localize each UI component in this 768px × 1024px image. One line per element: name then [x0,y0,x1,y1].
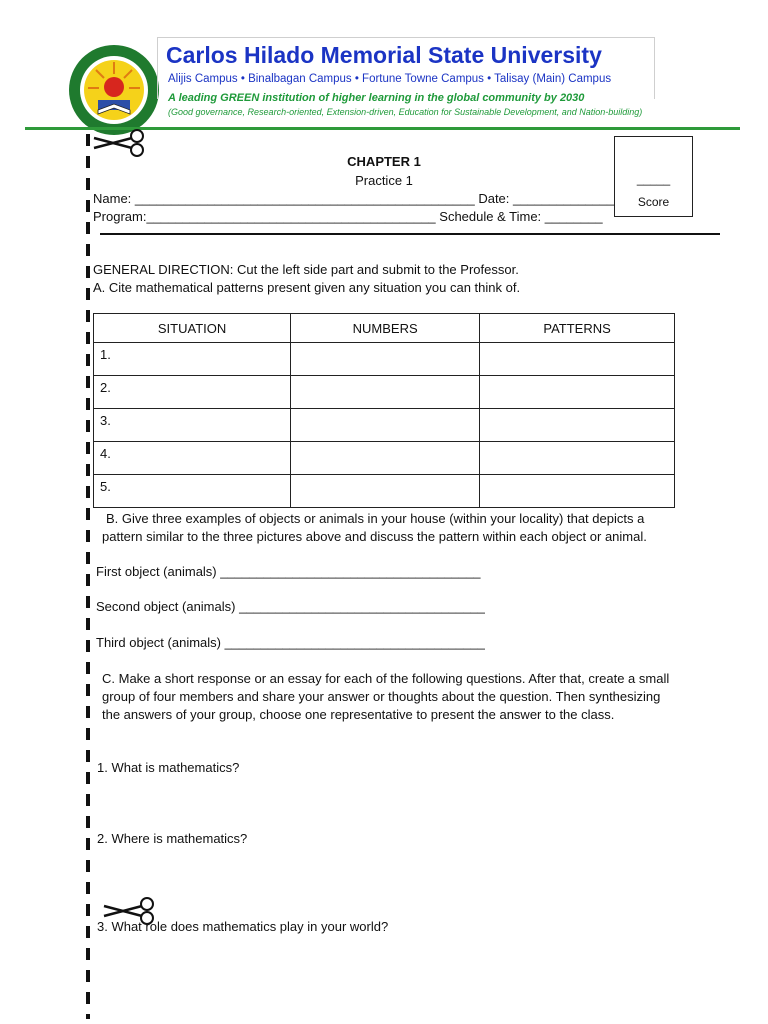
row-number: 5. [94,475,291,508]
patterns-cell [480,442,675,475]
table-header-row [94,314,675,343]
cut-line [86,134,90,1019]
third-object-line: Third object (animals) ____________________________________ [96,635,485,650]
numbers-cell [291,376,480,409]
part-b-instruction: B. Give three examples of objects or animals in your house (within your locality) that depicts a pattern similar to the three pictures above and discuss the pattern within each object or animal. [102,511,647,544]
column-header-situation: SITUATION [94,314,291,343]
column-header-patterns: PATTERNS [480,314,675,343]
name-date-line: Name: _______________________________________________ Date: ______________ [93,191,615,206]
first-object-line: First object (animals) ____________________________________ [96,564,481,579]
part-a-instruction: A. Cite mathematical patterns present given any situation you can think of. [93,280,521,295]
row-number: 4. [94,442,291,475]
university-name: Carlos Hilado Memorial State University [166,42,602,68]
patterns-cell [480,409,675,442]
table-row [94,376,675,409]
row-number: 2. [94,376,291,409]
score-label: Score [637,195,670,209]
practice-title: Practice 1 [355,173,413,188]
title-divider [100,233,720,235]
question-1: 1. What is mathematics? [97,760,240,775]
numbers-cell [291,409,480,442]
question-3: 3. What role does mathematics play in your world? [97,919,389,934]
table-row [94,409,675,442]
university-seal-logo [68,44,160,136]
table-row [94,343,675,376]
numbers-cell [291,475,480,508]
part-c-instruction: C. Make a short response or an essay for each of the following questions. After that, create a small group of four members and share your answer or thoughts about the question. Then synthesizing the answers of your group, choose one representative to present the answer to the class. [102,671,670,722]
program-schedule-line: Program:________________________________________ Schedule & Time: ________ [93,209,603,224]
table-row [94,475,675,508]
situation-table [93,313,675,508]
table-row [94,442,675,475]
numbers-cell [291,442,480,475]
vision-tagline: A leading GREEN institution of higher learning in the global community by 2030 [168,92,585,104]
campus-list: Alijis Campus • Binalbagan Campus • Fortune Towne Campus • Talisay (Main) Campus [168,73,612,85]
question-2: 2. Where is mathematics? [97,831,248,846]
row-number: 1. [94,343,291,376]
patterns-cell [480,343,675,376]
chapter-title: CHAPTER 1 [347,154,421,169]
score-blank: _____ [636,172,671,186]
column-header-numbers: NUMBERS [291,314,480,343]
patterns-cell [480,475,675,508]
patterns-cell [480,376,675,409]
general-direction: GENERAL DIRECTION: Cut the left side part and submit to the Professor. [93,262,519,277]
second-object-line: Second object (animals) __________________________________ [96,599,485,614]
vision-subtagline: (Good governance, Research-oriented, Extension-driven, Education for Sustainable Development, and Nation-building) [168,107,643,117]
numbers-cell [291,343,480,376]
row-number: 3. [94,409,291,442]
